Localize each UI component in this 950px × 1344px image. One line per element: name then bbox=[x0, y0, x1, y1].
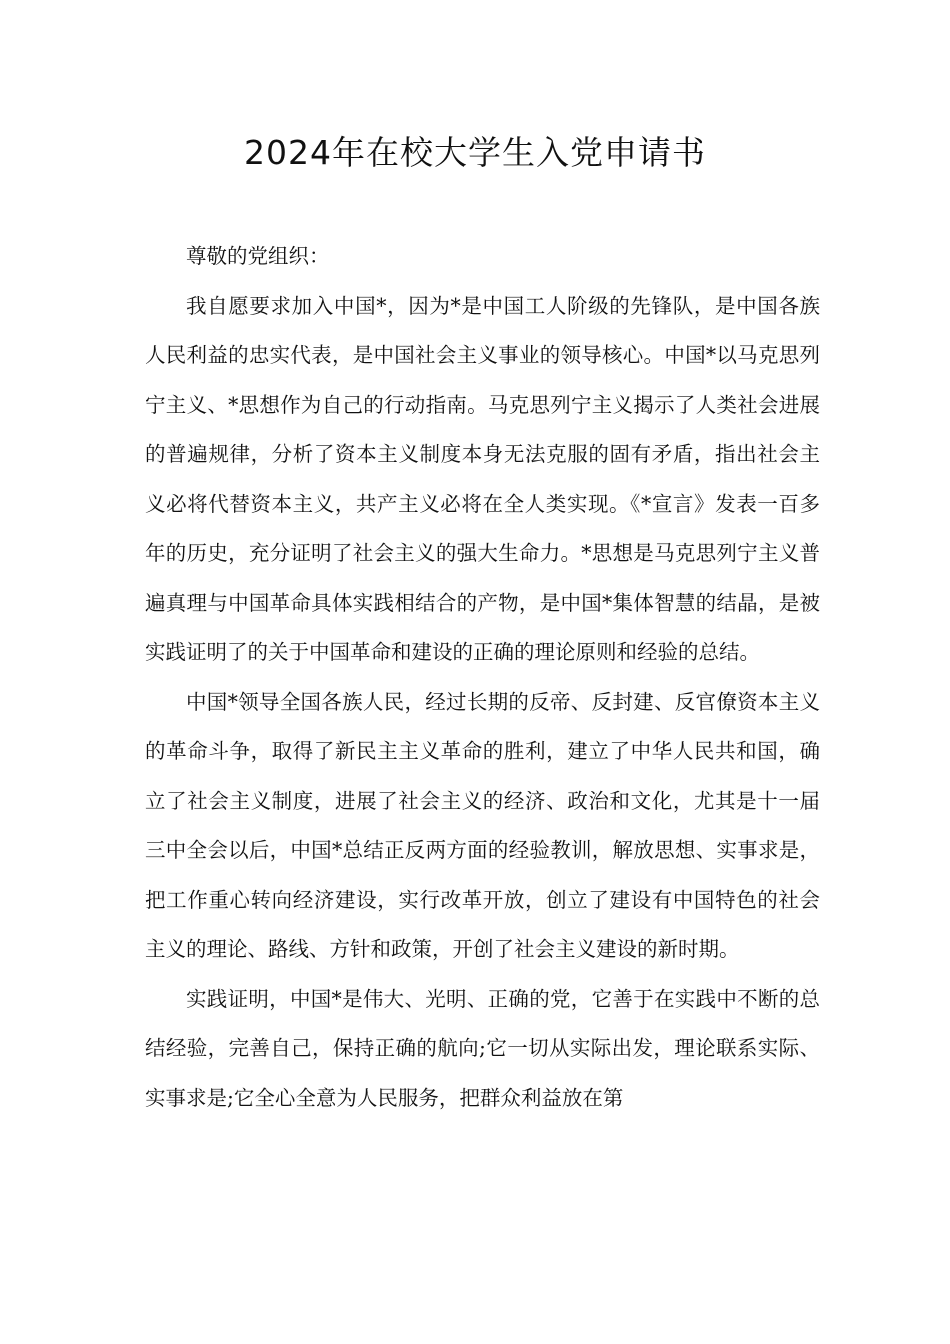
document-body bbox=[145, 232, 820, 1123]
document-title: 2024年在校大学生入党申请书 bbox=[244, 133, 706, 172]
salutation: 尊敬的党组织： bbox=[186, 244, 330, 268]
paragraph-1: 我自愿要求加入中国*，因为*是中国工人阶级的先锋队，是中国各族人民利益的忠实代表，是中国社会主义事业的领导核心。中国*以马克思列宁主义、*思想作为自己的行动指南。马克思列宁主义揭示了人类社会进展的普遍规律，分析了资本主义制度本身无法克服的固有矛盾，指出社会主义必将代替资本主义，共产主义必将在全人类实现。《*宣言》发表一百多年的历史，充分证明了社会主义的强大生命力。*思想是马克思列宁主义普遍真理与中国革命具体实践相结合的产物，是中国*集体智慧的结晶，是被实践证明了的关于中国革命和建设的正确的理论原则和经验的总结。 bbox=[145, 293, 820, 664]
paragraph-2: 中国*领导全国各族人民，经过长期的反帝、反封建、反官僚资本主义的革命斗争，取得了新民主主义革命的胜利，建立了中华人民共和国，确立了社会主义制度，进展了社会主义的经济、政治和文化，尤其是十一届三中全会以后，中国*总结正反两方面的经验教训，解放思想、实事求是，把工作重心转向经济建设，实行改革开放，创立了建设有中国特色的社会主义的理论、路线、方针和政策，开创了社会主义建设的新时期。 bbox=[145, 689, 820, 961]
paragraph-3: 实践证明，中国*是伟大、光明、正确的党，它善于在实践中不断的总结经验，完善自己，保持正确的航向;它一切从实际出发，理论联系实际、实事求是;它全心全意为人民服务，把群众利益放在第 bbox=[145, 986, 820, 1110]
